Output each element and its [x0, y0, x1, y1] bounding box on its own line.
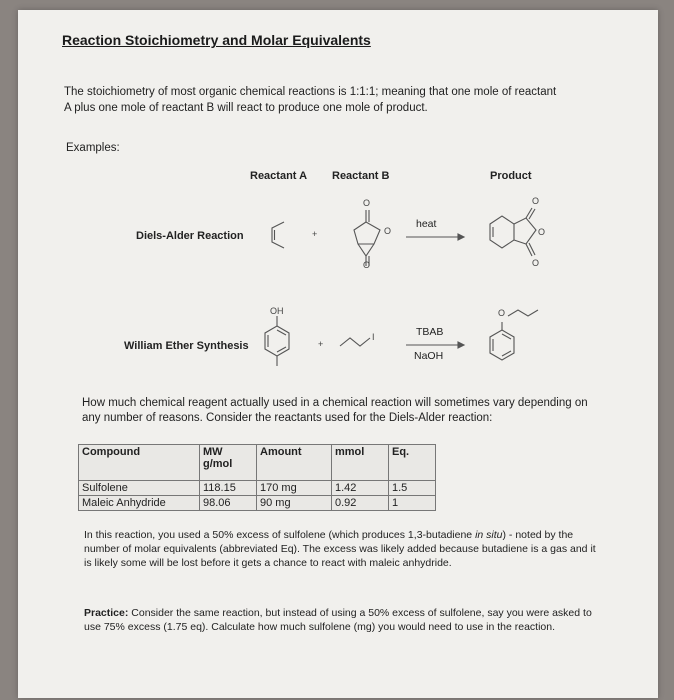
- table-header-row: [79, 445, 436, 481]
- maleic-oxygen-ring: O: [384, 226, 392, 236]
- cell-compound: Sulfolene: [79, 481, 200, 496]
- phenol-structure: [260, 316, 300, 372]
- cell-mmol: 0.92: [332, 496, 389, 511]
- header-product: Product: [490, 170, 532, 182]
- reaction-arrow-1: [406, 232, 466, 242]
- examples-label: Examples:: [66, 142, 120, 154]
- plus-sign-2: +: [318, 339, 324, 349]
- practice-text: Consider the same reaction, but instead of using a 50% excess of sulfolene, say you were asked to use 75% excess (1.75 eq). Calculate how much sulfolene (mg) you would need to use in the reaction.: [84, 607, 592, 633]
- reaction-name-williamson: William Ether Synthesis: [124, 340, 249, 352]
- plus-sign-1: +: [312, 229, 318, 239]
- product-oxygen-top: O: [532, 196, 540, 206]
- cell-amount: 170 mg: [257, 481, 332, 496]
- cell-compound: Maleic Anhydride: [79, 496, 200, 511]
- diels-alder-product-structure: [482, 200, 562, 272]
- product-oxygen-ring: O: [538, 227, 546, 237]
- col-header-mw: MW g/mol: [200, 445, 257, 481]
- condition-tbab: TBAB: [416, 326, 444, 338]
- butadiene-structure: [266, 218, 296, 254]
- product-oxygen-bottom: O: [532, 258, 540, 268]
- maleic-oxygen-bottom: O: [363, 260, 371, 270]
- page-title: Reaction Stoichiometry and Molar Equivalents: [62, 32, 371, 48]
- intro-paragraph: The stoichiometry of most organic chemical reactions is 1:1:1; meaning that one mole of reactant A plus one mole of reactant B will react to produce one mole of product.: [64, 86, 557, 114]
- table-row: [79, 481, 436, 496]
- cell-amount: 90 mg: [257, 496, 332, 511]
- maleic-anhydride-structure: [344, 196, 404, 274]
- col-header-compound: Compound: [79, 445, 200, 481]
- question-paragraph: How much chemical reagent actually used in a chemical reaction will sometimes vary depending on any number of reasons. Consider the reactants used for the Diels-Alder reaction:: [82, 397, 588, 424]
- cell-mw: 98.06: [200, 496, 257, 511]
- col-header-amount: Amount: [257, 445, 332, 481]
- table-row: [79, 496, 436, 511]
- ether-oxygen: O: [498, 308, 506, 318]
- reaction-arrow-2: [406, 340, 466, 350]
- condition-heat: heat: [416, 218, 437, 230]
- header-reactant-b: Reactant B: [332, 170, 390, 182]
- col-header-eq: Eq.: [389, 445, 436, 481]
- reaction-name-diels-alder: Diels-Alder Reaction: [136, 230, 244, 242]
- reagent-table: [78, 444, 436, 511]
- col-header-mmol: mmol: [332, 445, 389, 481]
- note-text-italic: in situ: [475, 529, 503, 541]
- practice-label: Practice:: [84, 607, 129, 619]
- worksheet-page: [18, 10, 658, 698]
- cell-mmol: 1.42: [332, 481, 389, 496]
- iodine-label: I: [372, 332, 375, 342]
- cell-eq: 1: [389, 496, 436, 511]
- header-reactant-a: Reactant A: [250, 170, 308, 182]
- cell-eq: 1.5: [389, 481, 436, 496]
- excess-explanation: [84, 528, 604, 570]
- phenol-hydroxyl: OH: [270, 306, 284, 316]
- cell-mw: 118.15: [200, 481, 257, 496]
- note-text-before: In this reaction, you used a 50% excess of sulfolene (which produces 1,3-butadiene: [84, 529, 476, 541]
- practice-question: [84, 606, 604, 634]
- maleic-oxygen-top: O: [363, 198, 371, 208]
- ether-product-structure: [480, 302, 560, 372]
- condition-naoh: NaOH: [414, 350, 444, 362]
- note-text-after: ) - noted by the number of molar equivalents (abbreviated Eq). The excess was likely added because butadiene is a gas and it is likely some will be lost before it gets a chance to react with maleic anhydride.: [84, 529, 596, 569]
